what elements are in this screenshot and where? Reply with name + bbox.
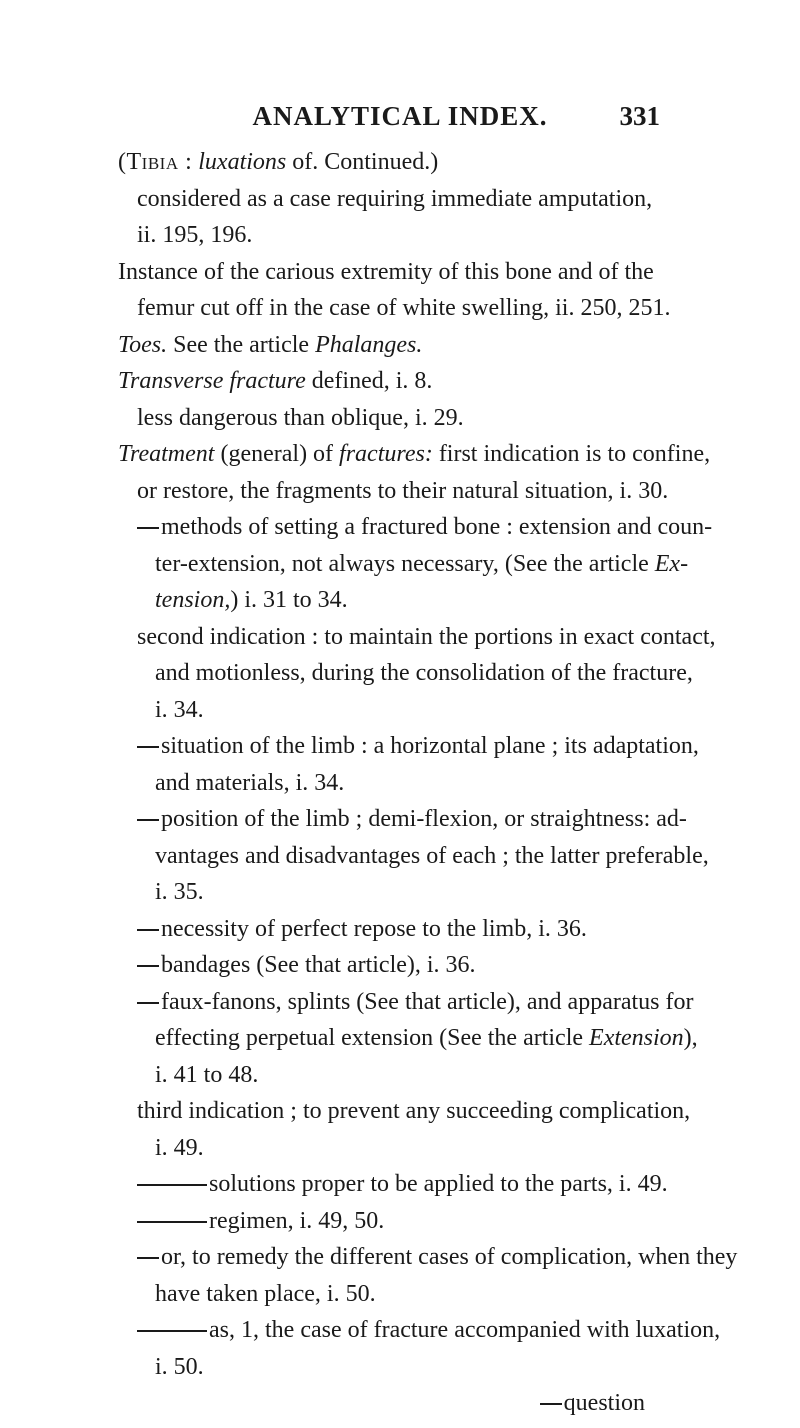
index-line: i. 49. — [155, 1134, 204, 1161]
index-line — [0, 363, 800, 400]
index-line — [0, 1312, 800, 1349]
entry-text: of. Continued.) — [292, 149, 439, 175]
dash-rule — [137, 746, 159, 748]
index-line — [0, 1166, 800, 1203]
index-line: second indication : to maintain the portions in exact contact, — [137, 623, 716, 650]
index-line: i. 34. — [155, 696, 204, 723]
index-line: and motionless, during the consolidation of the fracture, — [155, 660, 693, 686]
entry-text: (general) of — [220, 441, 334, 467]
index-line: have taken place, i. 50. — [155, 1280, 376, 1307]
dash-rule — [137, 1184, 207, 1186]
entry-text-italic: fractures: — [339, 441, 433, 467]
index-line — [0, 728, 800, 765]
index-line — [0, 436, 800, 473]
index-line: and materials, i. 34. — [155, 769, 345, 796]
entry-text: methods of setting a fractured bone : extension and coun- — [161, 514, 713, 540]
dash-rule — [137, 819, 159, 821]
dash-rule — [540, 1403, 562, 1405]
entry-reference: Extension — [589, 1025, 684, 1051]
entry-text: effecting perpetual extension (See the article — [155, 1025, 584, 1051]
page-number: 331 — [619, 101, 660, 131]
entry-heading: Toes. — [118, 331, 168, 358]
entry-text: See the article — [173, 331, 310, 358]
index-line: less dangerous than oblique, i. 29. — [137, 404, 464, 431]
index-line: considered as a case requiring immediate amputation, — [137, 185, 653, 212]
entry-text: bandages (See that article), i. 36. — [161, 952, 476, 978]
entry-reference: Ex- — [654, 550, 689, 577]
index-line — [0, 911, 800, 948]
page-title: ANALYTICAL INDEX. — [252, 101, 548, 131]
index-entries — [0, 144, 800, 1422]
dash-rule — [137, 1330, 207, 1332]
catchword — [540, 1385, 645, 1422]
dash-rule — [137, 527, 159, 529]
index-line — [0, 947, 800, 984]
index-line — [0, 801, 800, 838]
index-line: Instance of the carious extremity of this bone and of the — [118, 258, 654, 285]
dash-rule — [137, 965, 159, 967]
index-line: or restore, the fragments to their natural situation, i. 30. — [137, 477, 669, 504]
index-line: ii. 195, 196. — [137, 222, 253, 248]
entry-text: defined, i. 8. — [311, 368, 433, 394]
index-line — [0, 1203, 800, 1240]
dash-rule — [137, 929, 159, 931]
catchword-text: question — [563, 1390, 645, 1416]
index-line — [0, 1385, 800, 1422]
entry-text: ) i. 31 to 34. — [230, 587, 348, 613]
running-head — [0, 96, 800, 136]
entry-text: regimen, i. 49, 50. — [209, 1207, 385, 1234]
index-line — [0, 1239, 800, 1276]
entry-text: faux-fanons, splints (See that article), and apparatus for — [161, 988, 694, 1015]
index-line: i. 41 to 48. — [155, 1061, 259, 1088]
entry-text: solutions proper to be applied to the parts, i. 49. — [209, 1171, 668, 1197]
index-line — [0, 327, 800, 364]
dash-rule — [137, 1002, 159, 1004]
index-line: i. 35. — [155, 879, 204, 905]
dash-rule — [137, 1221, 207, 1223]
entry-text: ter-extension, not always necessary, (See the article — [155, 550, 649, 577]
entry-text: first indication is to confine, — [438, 441, 711, 467]
index-line — [0, 144, 800, 181]
entry-text: position of the limb ; demi-flexion, or straightness: ad- — [161, 806, 687, 832]
entry-text: necessity of perfect repose to the limb, i. 36. — [161, 915, 587, 942]
index-line — [0, 546, 800, 583]
entry-text: ), — [683, 1025, 698, 1051]
entry-heading: (Tibia : — [118, 149, 193, 175]
entry-text: situation of the limb : a horizontal plane ; its adaptation, — [161, 733, 699, 759]
entry-reference: Phalanges. — [315, 331, 423, 358]
entry-text: or, to remedy the different cases of complication, when they — [161, 1244, 738, 1270]
index-line — [0, 582, 800, 619]
entry-heading: Transverse fracture — [118, 368, 306, 394]
entry-text: as, 1, the case of fracture accompanied with luxation, — [209, 1317, 721, 1343]
index-line — [0, 984, 800, 1021]
index-line — [0, 1020, 800, 1057]
index-line: third indication ; to prevent any succeeding complication, — [137, 1098, 691, 1124]
index-line: femur cut off in the case of white swelling, ii. 250, 251. — [137, 295, 671, 321]
index-line — [0, 509, 800, 546]
entry-heading: Treatment — [118, 441, 215, 467]
entry-reference: tension, — [155, 587, 231, 613]
dash-rule — [137, 1257, 159, 1259]
entry-heading-italic: luxations — [198, 149, 287, 175]
index-line: vantages and disadvantages of each ; the latter preferable, — [155, 842, 709, 869]
index-line: i. 50. — [155, 1353, 204, 1380]
